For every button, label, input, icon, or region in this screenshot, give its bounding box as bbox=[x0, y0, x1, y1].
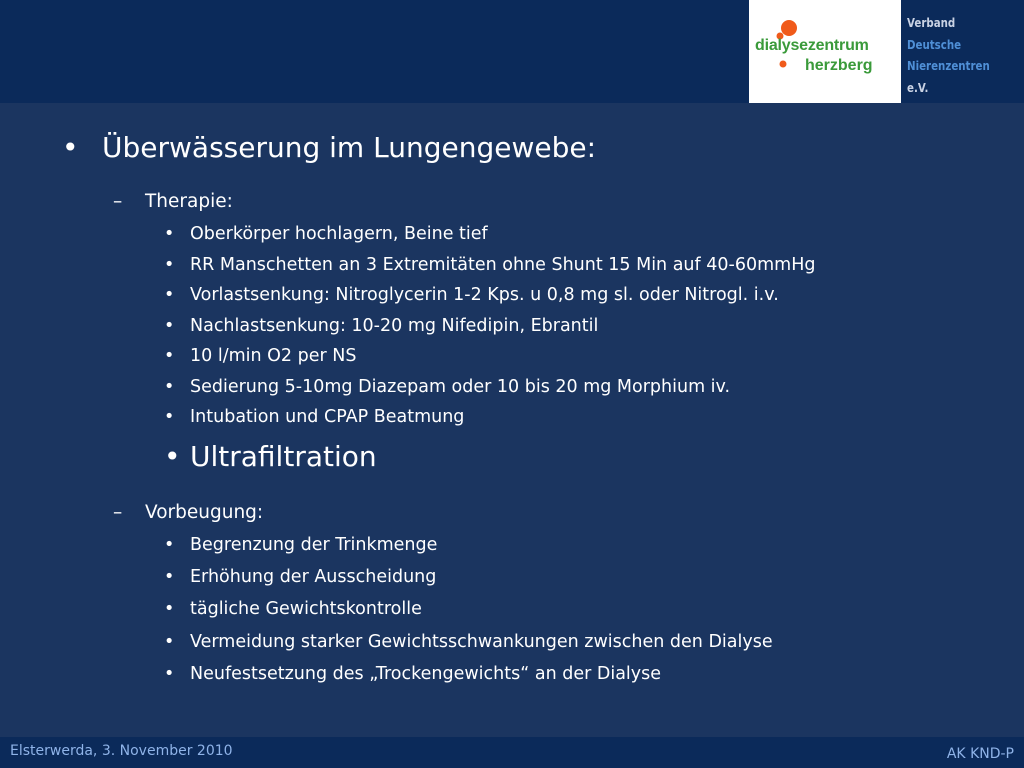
list-item-text: Neufestsetzung des „Trockengewichts“ an der Dialyse bbox=[190, 664, 662, 684]
org-line-1: Verband bbox=[907, 15, 956, 30]
list-item bbox=[164, 532, 437, 558]
footer-bar bbox=[0, 737, 1024, 768]
org-line-3: Nierenzentren bbox=[907, 58, 990, 73]
list-item-text: Vorlastsenkung: Nitroglycerin 1-2 Kps. u 0,8 mg sl. oder Nitrogl. i.v. bbox=[190, 285, 779, 305]
list-item bbox=[164, 564, 436, 590]
list-item-text: Oberkörper hochlagern, Beine tief bbox=[190, 224, 488, 244]
list-item bbox=[164, 437, 377, 477]
list-item-text: RR Manschetten an 3 Extremitäten ohne Shunt 15 Min auf 40-60mmHg bbox=[190, 255, 816, 275]
list-item-text: Sedierung 5-10mg Diazepam oder 10 bis 20 mg Morphium iv. bbox=[190, 377, 731, 397]
dash-icon: – bbox=[113, 502, 123, 523]
main-heading bbox=[62, 128, 596, 168]
list-item-text: 10 l/min O2 per NS bbox=[190, 346, 357, 366]
section-title-vorbeugung bbox=[113, 500, 263, 526]
bullet-icon: • bbox=[164, 377, 175, 397]
list-item bbox=[164, 404, 464, 430]
footer-location-date: Elsterwerda, 3. November 2010 bbox=[10, 743, 233, 759]
bullet-icon: • bbox=[164, 567, 175, 587]
list-item-text: Ultrafiltration bbox=[190, 440, 377, 473]
logo-text-line2: herzberg bbox=[805, 57, 873, 74]
org-line-4: e.V. bbox=[907, 79, 929, 95]
org-line-2: Deutsche bbox=[907, 36, 962, 52]
list-item-text: Nachlastsenkung: 10-20 mg Nifedipin, Ebrantil bbox=[190, 316, 599, 336]
list-item bbox=[164, 221, 488, 247]
list-item bbox=[164, 629, 773, 655]
section-title-therapie bbox=[113, 189, 233, 215]
bullet-icon: • bbox=[164, 316, 175, 336]
bullet-icon: • bbox=[164, 664, 175, 684]
heading-text: Überwässerung im Lungengewebe: bbox=[102, 131, 597, 164]
list-item-text: Vermeidung starker Gewichtsschwankungen zwischen den Dialyse bbox=[190, 632, 773, 652]
bullet-icon: • bbox=[164, 224, 175, 244]
list-item bbox=[164, 596, 422, 622]
list-item bbox=[164, 282, 779, 308]
list-item-text: Erhöhung der Ausscheidung bbox=[190, 567, 437, 587]
list-item bbox=[164, 374, 730, 400]
list-item-text: Intubation und CPAP Beatmung bbox=[190, 407, 465, 427]
bullet-icon: • bbox=[164, 407, 175, 427]
list-item bbox=[164, 252, 815, 278]
footer-code: AK KND-P bbox=[946, 746, 1014, 762]
bullet-icon: • bbox=[164, 535, 175, 555]
bullet-icon: • bbox=[164, 255, 175, 275]
section-title-text: Therapie: bbox=[145, 191, 233, 212]
list-item-text: Begrenzung der Trinkmenge bbox=[190, 535, 438, 555]
list-item-text: tägliche Gewichtskontrolle bbox=[190, 599, 422, 619]
bullet-icon: • bbox=[164, 285, 175, 305]
list-item bbox=[164, 343, 356, 369]
logo-text-line1: dialysezentrum bbox=[755, 37, 869, 54]
dash-icon: – bbox=[113, 191, 123, 212]
bullet-icon: • bbox=[62, 131, 79, 164]
bullet-icon: • bbox=[164, 440, 181, 473]
list-item bbox=[164, 313, 598, 339]
bullet-icon: • bbox=[164, 599, 175, 619]
bullet-icon: • bbox=[164, 632, 175, 652]
bullet-icon: • bbox=[164, 346, 175, 366]
list-item bbox=[164, 661, 661, 687]
section-title-text: Vorbeugung: bbox=[145, 502, 264, 523]
